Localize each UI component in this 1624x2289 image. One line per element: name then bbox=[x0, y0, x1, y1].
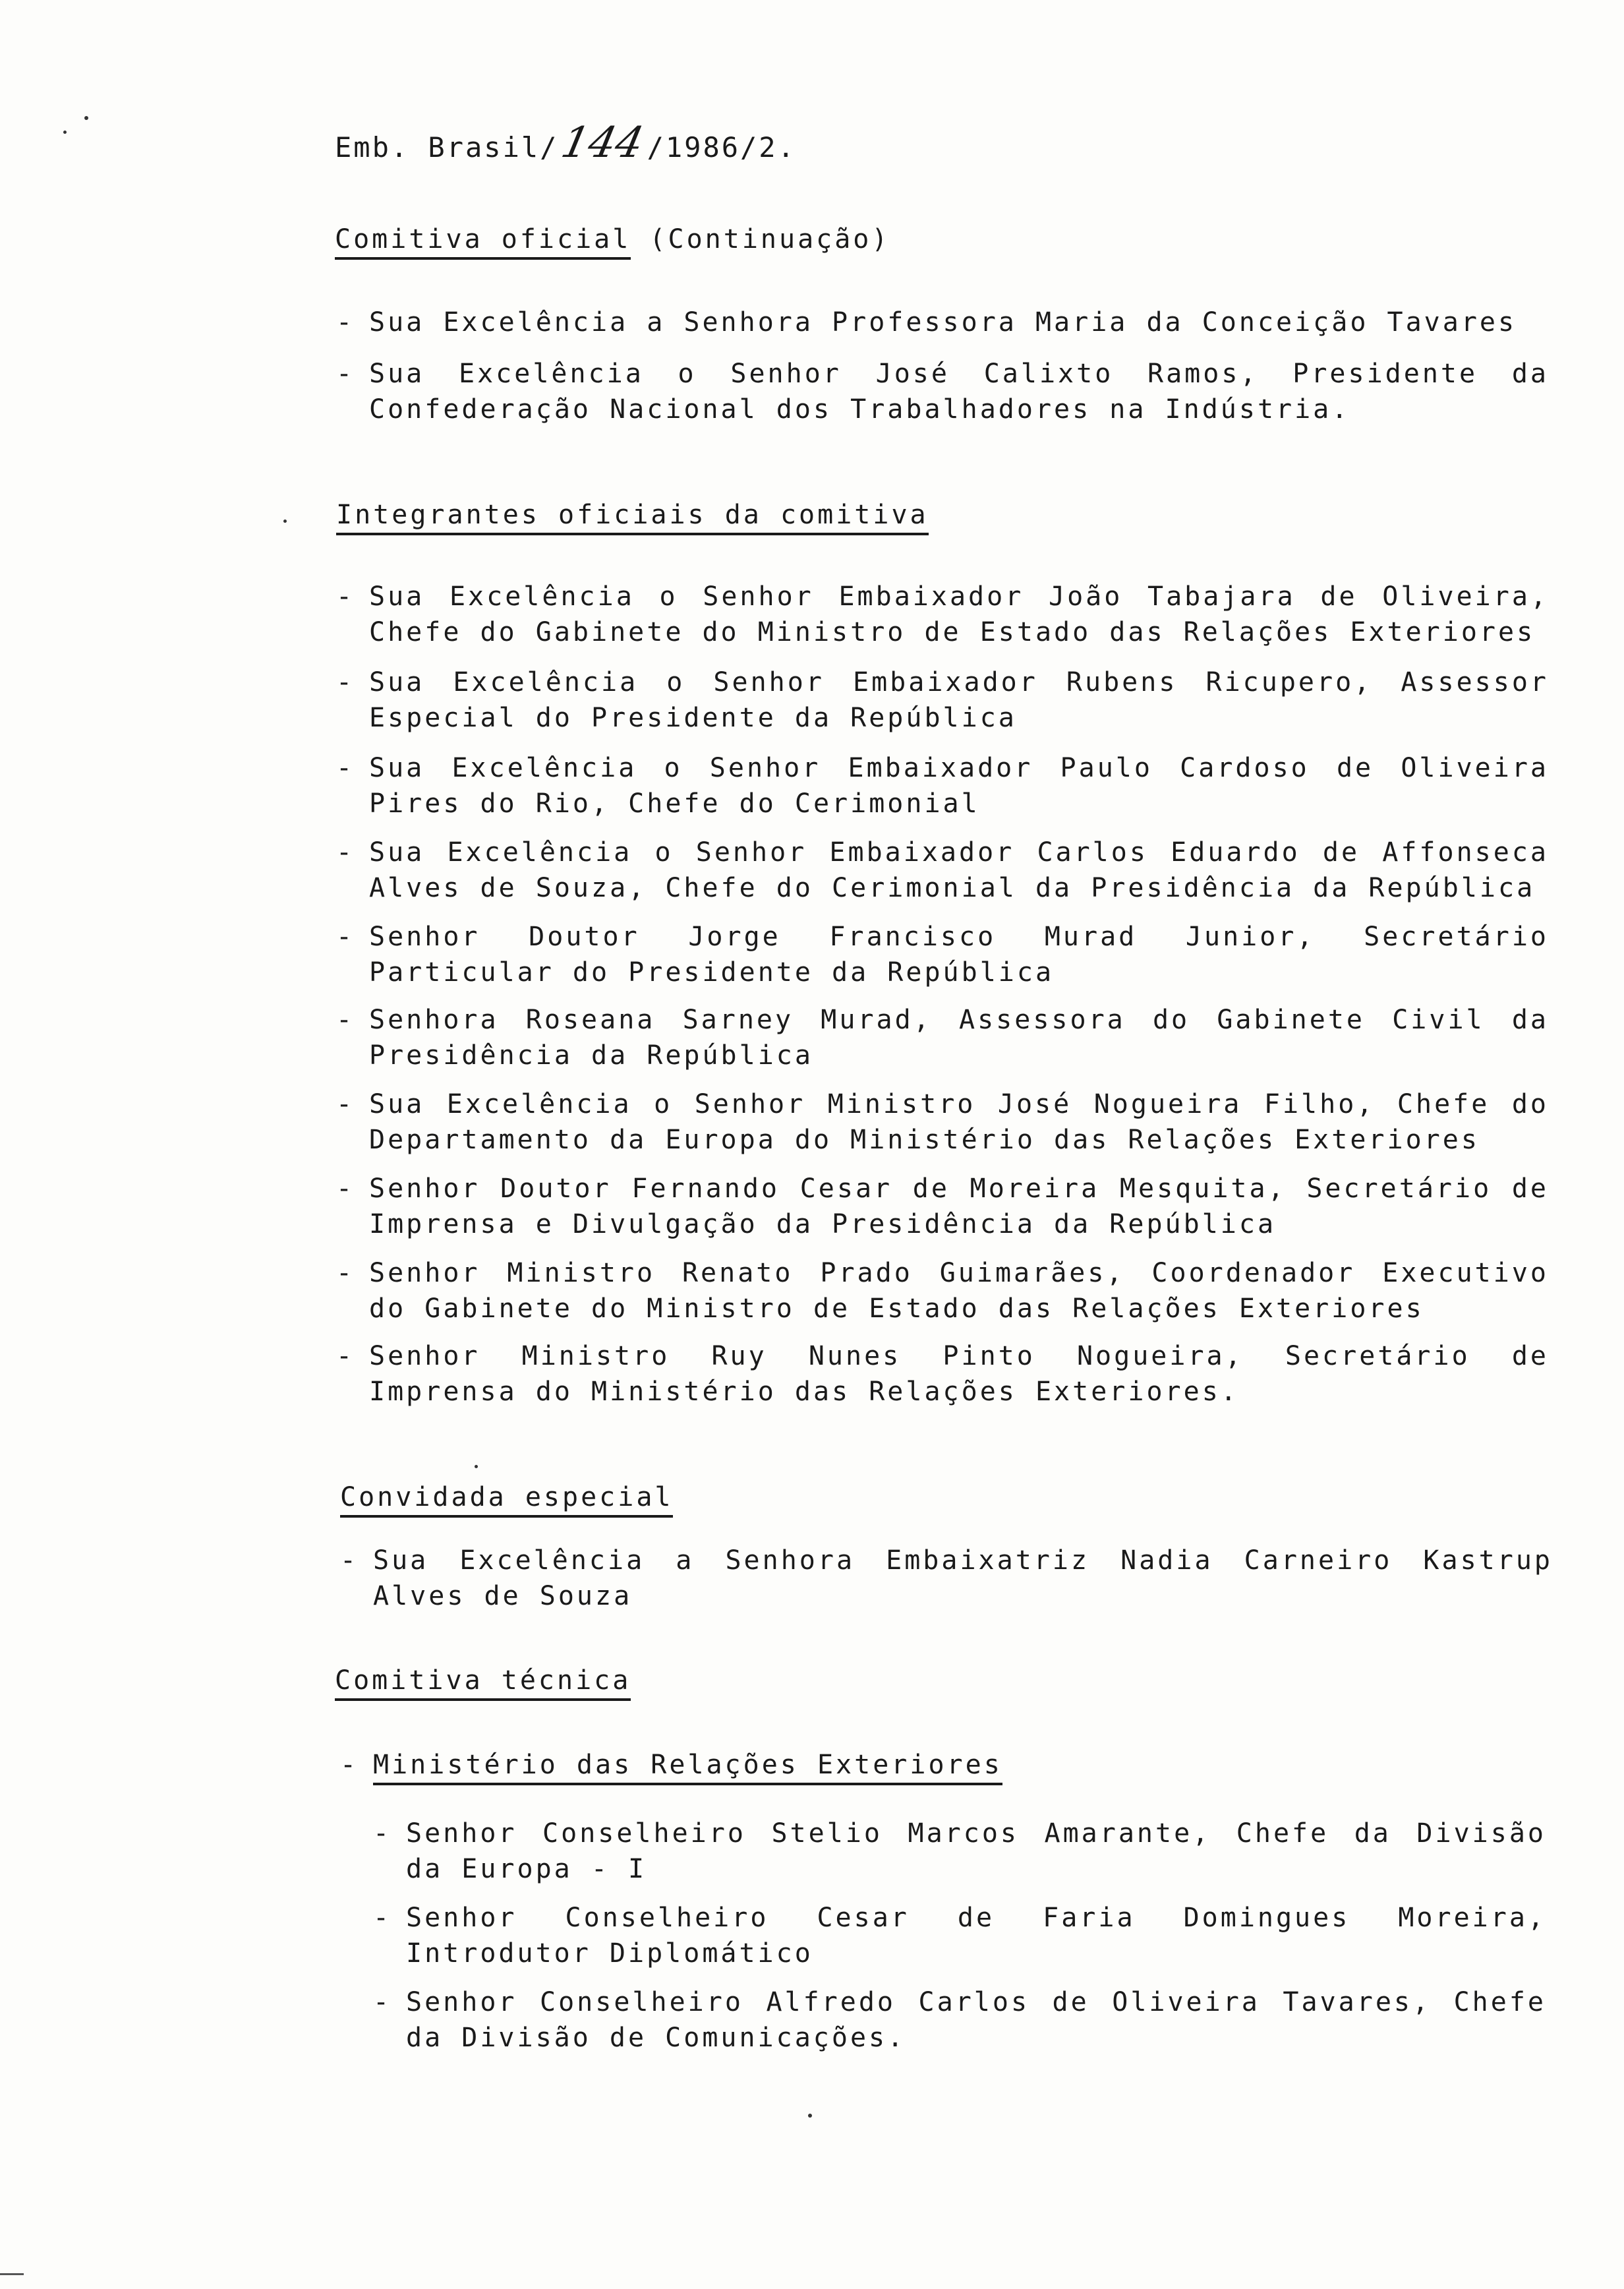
heading-comitiva-tecnica-title: Comitiva técnica bbox=[335, 1665, 631, 1701]
reference-line bbox=[335, 119, 796, 167]
list-item: - Sua Excelência o Senhor Embaixador Carlos Eduardo de Affonseca Alves de Souza, Chefe do Cerimonial da Presidência da República bbox=[336, 837, 1549, 903]
heading-integrantes-title: Integrantes oficiais da comitiva bbox=[336, 500, 929, 535]
reference-suffix: /1986/2. bbox=[647, 131, 796, 164]
heading-convidada-title: Convidada especial bbox=[340, 1482, 673, 1518]
reference-prefix: Emb. Brasil/ bbox=[335, 131, 559, 164]
heading-convidada bbox=[340, 1482, 673, 1512]
ministry-title: Ministério das Relações Exteriores bbox=[373, 1750, 1002, 1785]
scan-speck bbox=[283, 520, 287, 523]
list-item: - Sua Excelência a Senhora Professora Maria da Conceição Tavares bbox=[336, 307, 1517, 338]
heading-integrantes bbox=[336, 500, 929, 530]
scan-edge-mark bbox=[0, 2273, 24, 2275]
list-item: - Sua Excelência o Senhor Embaixador Paulo Cardoso de Oliveira Pires do Rio, Chefe do Cerimonial bbox=[336, 753, 1549, 819]
list-item: - Senhor Ministro Ruy Nunes Pinto Nogueira, Secretário de Imprensa do Ministério das Relações Exteriores. bbox=[336, 1341, 1549, 1407]
heading-comitiva-oficial bbox=[335, 224, 890, 254]
list-item: - Senhor Ministro Renato Prado Guimarães, Coordenador Executivo do Gabinete do Ministro de Estado das Relações Exteriores bbox=[336, 1258, 1549, 1324]
scan-speck bbox=[63, 131, 67, 134]
heading-comitiva-oficial-suffix: (Continuação) bbox=[649, 224, 890, 254]
list-item: - Senhor Conselheiro Stelio Marcos Amarante, Chefe da Divisão da Europa - I bbox=[373, 1818, 1546, 1884]
list-item: - Sua Excelência o Senhor Embaixador João Tabajara de Oliveira, Chefe do Gabinete do Ministro de Estado das Relações Exteriores bbox=[336, 581, 1549, 647]
list-item: - Senhor Conselheiro Alfredo Carlos de Oliveira Tavares, Chefe da Divisão de Comunicações. bbox=[373, 1987, 1546, 2053]
scan-speck bbox=[808, 2114, 812, 2118]
list-item: - Sua Excelência o Senhor Embaixador Rubens Ricupero, Assessor Especial do Presidente da República bbox=[336, 667, 1549, 733]
list-item: - Senhor Doutor Fernando Cesar de Moreira Mesquita, Secretário de Imprensa e Divulgação da Presidência da República bbox=[336, 1174, 1549, 1239]
heading-comitiva-oficial-title: Comitiva oficial bbox=[335, 224, 631, 260]
scan-speck bbox=[84, 116, 88, 120]
handwritten-reference-number: 144 bbox=[557, 119, 649, 167]
list-item: - Sua Excelência o Senhor Ministro José Nogueira Filho, Chefe do Departamento da Europa do Ministério das Relações Exteriores bbox=[336, 1089, 1549, 1155]
heading-comitiva-tecnica bbox=[335, 1665, 631, 1696]
list-item: - Sua Excelência o Senhor José Calixto Ramos, Presidente da Confederação Nacional dos Trabalhadores na Indústria. bbox=[336, 359, 1549, 425]
list-item: - Senhor Conselheiro Cesar de Faria Domingues Moreira, Introdutor Diplomático bbox=[373, 1903, 1546, 1969]
scan-speck bbox=[475, 1465, 478, 1468]
list-item: - Sua Excelência a Senhora Embaixatriz Nadia Carneiro Kastrup Alves de Souza bbox=[340, 1545, 1553, 1611]
list-item: - Senhora Roseana Sarney Murad, Assessora do Gabinete Civil da Presidência da República bbox=[336, 1005, 1549, 1071]
list-item: - Senhor Doutor Jorge Francisco Murad Junior, Secretário Particular do Presidente da República bbox=[336, 922, 1549, 988]
ministry-heading: - Ministério das Relações Exteriores bbox=[340, 1747, 1553, 1783]
